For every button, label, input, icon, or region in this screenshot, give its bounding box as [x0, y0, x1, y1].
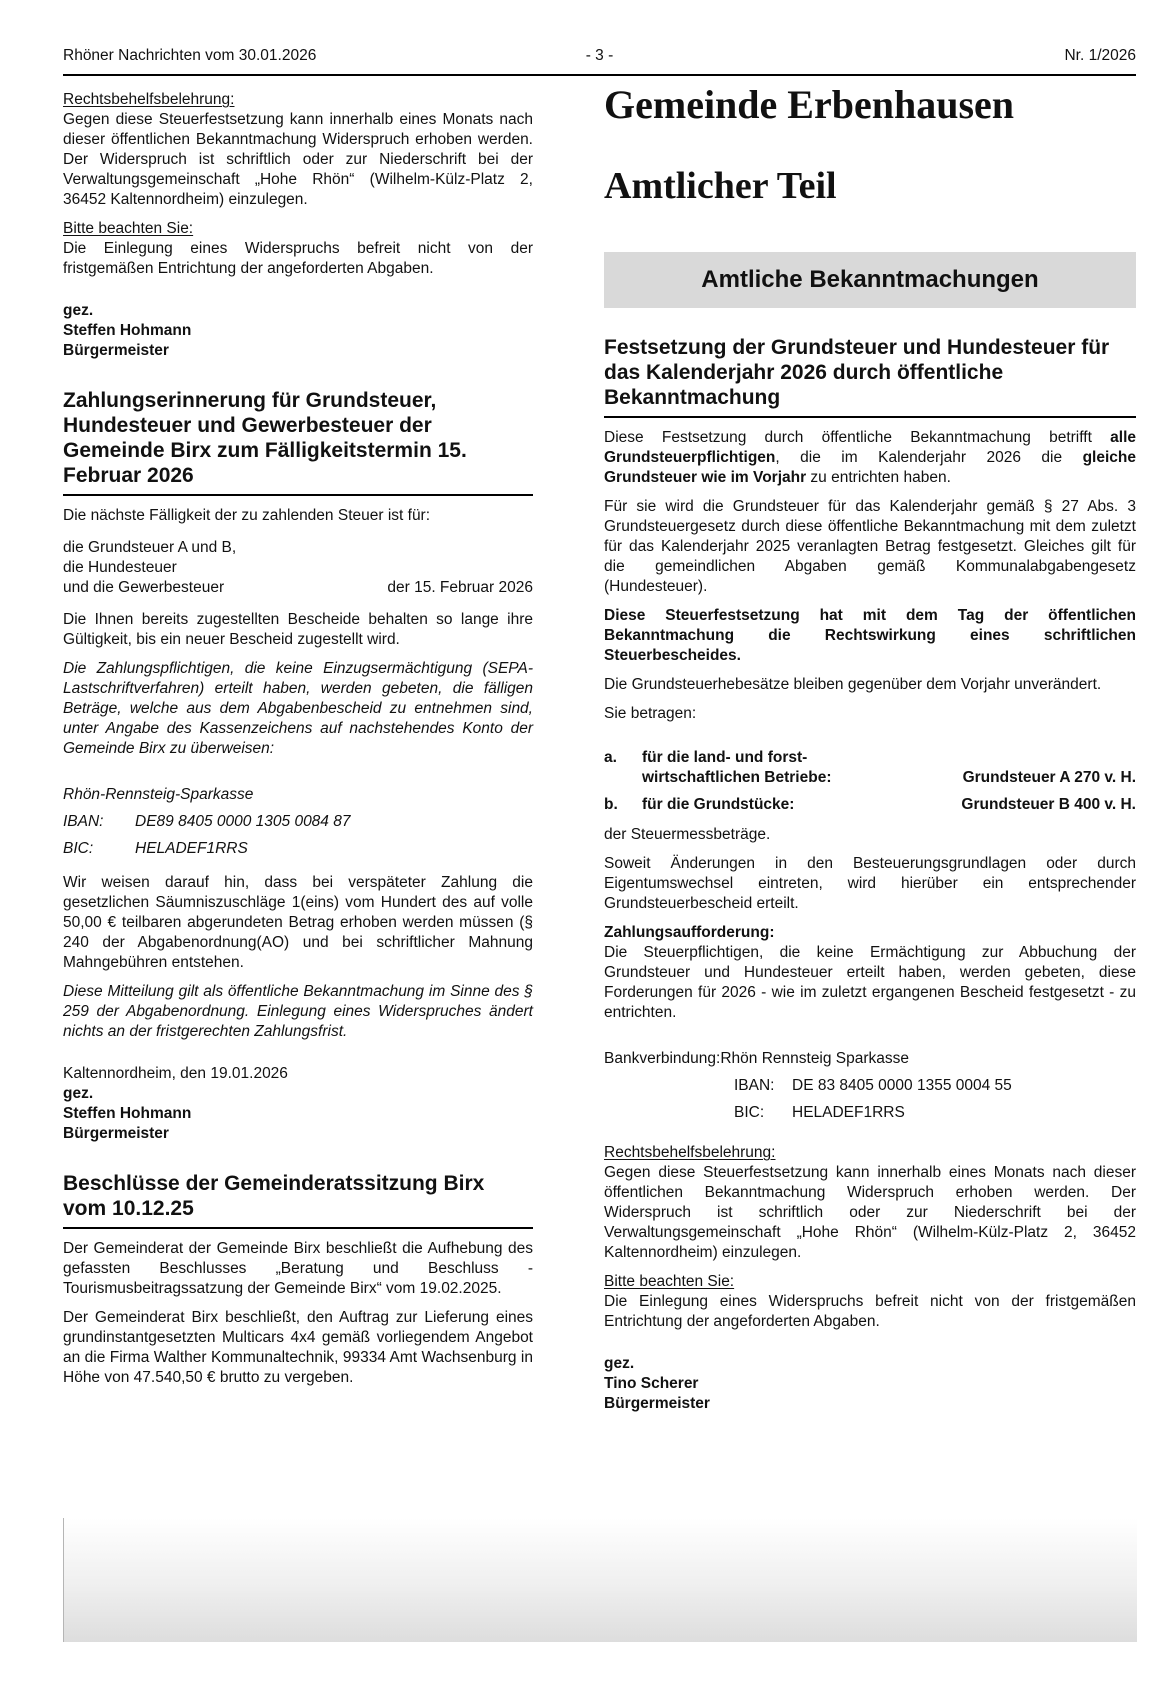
sie-betragen-text: Sie betragen:	[604, 705, 697, 722]
due-date: der 15. Februar 2026	[387, 579, 533, 596]
bank-details-erbenhausen	[604, 1049, 1136, 1123]
signature-name: Tino Scherer	[604, 1375, 699, 1392]
legal-remedy-text: Gegen diese Steuerfestsetzung kann innerhalb eines Monats nach dieser öffentlichen Bekanntmachung Widerspruch erhoben werden. Der Widerspruch ist schriftlich oder zur Niederschrift bei der Verwaltungsgemeinschaft „Hohe Rhön“ (Wilhelm-Külz-Platz 2, 36452 Kaltennordheim) einzulegen.	[63, 111, 533, 208]
right-column	[604, 82, 1136, 1414]
header-page-number: - 3 -	[585, 47, 614, 64]
iban-label: IBAN:	[734, 1077, 775, 1094]
transfer-instruction: Die Zahlungspflichtigen, die keine Einzugsermächtigung (SEPA-Lastschriftverfahren) erteilt haben, werden gebeten, die fälligen Beträge, welche aus dem Abgabenbescheid zu entnehmen sind, unter Angabe des Kassenzeichens auf nachstehendes Konto der Gemeinde Birx zu überweisen:	[63, 660, 533, 757]
council-resolution-1: Der Gemeinderat der Gemeinde Birx beschließt die Aufhebung des gefassten Beschlusses „Beratung und Beschluss - Tourismusbeitragssatzung der Gemeinde Birx“ vom 19.02.2025.	[63, 1240, 533, 1297]
bic-row	[734, 1103, 1136, 1123]
bic-value: HELADEF1RRS	[792, 1104, 905, 1121]
tax-rate-row	[604, 795, 1136, 815]
legal-remedy-label: Rechtsbehelfsbelehrung:	[604, 1144, 776, 1161]
section-title-zahlungserinnerung: Zahlungserinnerung für Grundsteuer, Hundesteuer und Gewerbesteuer der Gemeinde Birx zum Fälligkeitstermin 15. Februar 2026	[63, 388, 533, 496]
signature-title: Bürgermeister	[63, 1125, 169, 1142]
signature-name: Steffen Hohmann	[63, 322, 192, 339]
iban-label: IBAN:	[63, 813, 104, 830]
festsetzung-p1	[604, 428, 1136, 488]
please-note-label: Bitte beachten Sie:	[63, 220, 194, 237]
place-date: Kaltennordheim, den 19.01.2026	[63, 1065, 288, 1082]
p1-text: Diese Festsetzung durch öffentliche Bekanntmachung betrifft	[604, 429, 1111, 446]
festsetzung-p2: Für sie wird die Grundsteuer für das Kalenderjahr gemäß § 27 Abs. 3 Grundsteuergesetz durch diese öffentliche Bekanntmachung mit dem zuletzt für das Kalenderjahr 2025 veranlagten Betrag festgesetzt. Gleiches gilt für die gemeindlichen Abgaben gemäß Kommunalabgabengesetz (Hundesteuer).	[604, 498, 1136, 595]
iban-row	[63, 812, 533, 832]
bank-name: Rhön-Rennsteig-Sparkasse	[63, 786, 254, 803]
rate-value: Grundsteuer A 270 v. H.	[962, 769, 1136, 786]
signature-title: Bürgermeister	[63, 342, 169, 359]
aenderungen-text: Soweit Änderungen in den Besteuerungsgrundlagen oder durch Eigentumswechsel eintreten, wird hierüber ein entsprechender Grundsteuerbescheid erteilt.	[604, 855, 1136, 912]
rate-label: für die land- und forst-wirtschaftlichen Betriebe:	[642, 749, 832, 786]
tax-item-with-date	[63, 578, 533, 598]
bank-name: Rhön Rennsteig Sparkasse	[720, 1050, 910, 1067]
bic-label: BIC:	[734, 1104, 765, 1121]
signature-block	[63, 301, 533, 361]
tax-item: die Grundsteuer A und B,	[63, 539, 237, 556]
rate-label: für die Grundstücke:	[642, 796, 795, 813]
official-part-title: Amtlicher Teil	[604, 165, 837, 207]
iban-row	[734, 1076, 1136, 1096]
header-publication: Rhöner Nachrichten vom 30.01.2026	[63, 47, 317, 64]
please-note-label: Bitte beachten Sie:	[604, 1273, 735, 1290]
steuermessbetraege-text: der Steuermessbeträge.	[604, 826, 771, 843]
left-column	[63, 90, 533, 1414]
due-intro: Die nächste Fälligkeit der zu zahlenden Steuer ist für:	[63, 507, 431, 524]
bank-row	[604, 1049, 1136, 1069]
legal-remedy-label: Rechtsbehelfsbelehrung:	[63, 91, 235, 108]
iban-value: DE89 8405 0000 1305 0084 87	[135, 813, 351, 830]
bank-details-birx	[63, 785, 533, 859]
p1-bold-1: alle Grundsteuerpflichtigen	[604, 429, 1136, 466]
hebesaetze-text: Die Grundsteuerhebesätze bleiben gegenüber dem Vorjahr unverändert.	[604, 676, 1102, 693]
footer-image-placeholder	[63, 1518, 1137, 1642]
late-payment-text: Wir weisen darauf hin, dass bei verspäteter Zahlung die gesetzlichen Säumniszuschläge 1(eins) vom Hundert des auf volle 50,00 € teilbaren abgerundeten Betrag erhoben werden müssen (§ 240 der Abgabenordnung(AO) und bei schriftlicher Mahnung Mahngebühren entstehen.	[63, 874, 533, 971]
bic-value: HELADEF1RRS	[135, 840, 248, 857]
municipality-title: Gemeinde Erbenhausen	[604, 82, 1015, 127]
section-title-festsetzung: Festsetzung der Grundsteuer und Hundesteuer für das Kalenderjahr 2026 durch öffentliche Bekanntmachung	[604, 335, 1136, 418]
signature-gez: gez.	[63, 302, 94, 319]
signature-gez: gez.	[63, 1085, 94, 1102]
signature-gez: gez.	[604, 1355, 635, 1372]
section-title-beschluesse: Beschlüsse der Gemeinderatssitzung Birx vom 10.12.25	[63, 1171, 533, 1229]
please-note-text: Die Einlegung eines Widerspruchs befreit nicht von der fristgemäßen Entrichtung der angeforderten Abgaben.	[604, 1293, 1136, 1330]
tax-rate-row	[604, 748, 1136, 788]
council-resolution-2: Der Gemeinderat Birx beschließt, den Auftrag zur Lieferung eines grundinstantgesetzten Multicars 4x4 gemäß vorliegendem Angebot an die Firma Walther Kommunaltechnik, 99334 Amt Wachsenburg in Höhe von 47.540,50 € brutto zu vergeben.	[63, 1309, 533, 1386]
rate-marker: b.	[604, 796, 618, 813]
p1-text: zu entrichten haben.	[806, 469, 951, 486]
tax-item: und die Gewerbesteuer	[63, 579, 225, 596]
bank-label: Bankverbindung:	[604, 1050, 721, 1067]
tax-rates-list	[604, 748, 1136, 815]
tax-item: die Hundesteuer	[63, 559, 177, 576]
signature-block	[604, 1354, 1136, 1414]
legal-remedy-text: Gegen diese Steuerfestsetzung kann innerhalb eines Monats nach dieser öffentlichen Bekanntmachung Widerspruch erhoben werden. Der Widerspruch ist schriftlich oder zur Niederschrift bei der Verwaltungsgemeinschaft „Hohe Rhön“ (Wilhelm-Külz-Platz 2, 36452 Kaltennordheim) einzulegen.	[604, 1164, 1136, 1261]
signature-name: Steffen Hohmann	[63, 1105, 192, 1122]
page-header	[63, 0, 1136, 76]
public-notice-text: Diese Mitteilung gilt als öffentliche Bekanntmachung im Sinne des § 259 der Abgabenordnung. Einlegung eines Widerspruches ändert nichts an der fristgerechten Zahlungsfrist.	[63, 983, 533, 1040]
bic-row	[63, 839, 533, 859]
bic-label: BIC:	[63, 840, 94, 857]
official-announcements-banner: Amtliche Bekanntmachungen	[604, 252, 1136, 308]
header-issue-number: Nr. 1/2026	[1064, 47, 1136, 64]
please-note-text: Die Einlegung eines Widerspruchs befreit nicht von der fristgemäßen Entrichtung der angeforderten Abgaben.	[63, 240, 533, 277]
iban-value: DE 83 8405 0000 1355 0004 55	[792, 1077, 1012, 1094]
rate-marker: a.	[604, 749, 617, 766]
payment-request-text: Die Steuerpflichtigen, die keine Ermächtigung zur Abbuchung der Grundsteuer und Hundesteuer erteilt haben, werden gebeten, diese Forderungen für 2026 - wie im zuletzt ergangenen Bescheid festgesetzt - zu entrichten.	[604, 944, 1136, 1021]
two-column-layout	[63, 82, 1136, 1414]
payment-request-label: Zahlungsaufforderung:	[604, 924, 775, 941]
signature-title: Bürgermeister	[604, 1395, 710, 1412]
tax-due-list	[63, 538, 533, 598]
validity-text: Die Ihnen bereits zugestellten Bescheide behalten so lange ihre Gültigkeit, bis ein neuer Bescheid zugestellt wird.	[63, 611, 533, 648]
signature-block	[63, 1084, 533, 1144]
bank-sub-rows	[734, 1076, 1136, 1123]
p1-text: , die im Kalenderjahr 2026 die	[775, 449, 1083, 466]
rate-value: Grundsteuer B 400 v. H.	[961, 796, 1136, 813]
p1-bold-2: gleiche Grundsteuer wie im Vorjahr	[604, 449, 1136, 486]
festsetzung-p3-bold: Diese Steuerfestsetzung hat mit dem Tag der öffentlichen Bekanntmachung die Rechtswirkung eines schriftlichen Steuerbescheides.	[604, 607, 1136, 664]
